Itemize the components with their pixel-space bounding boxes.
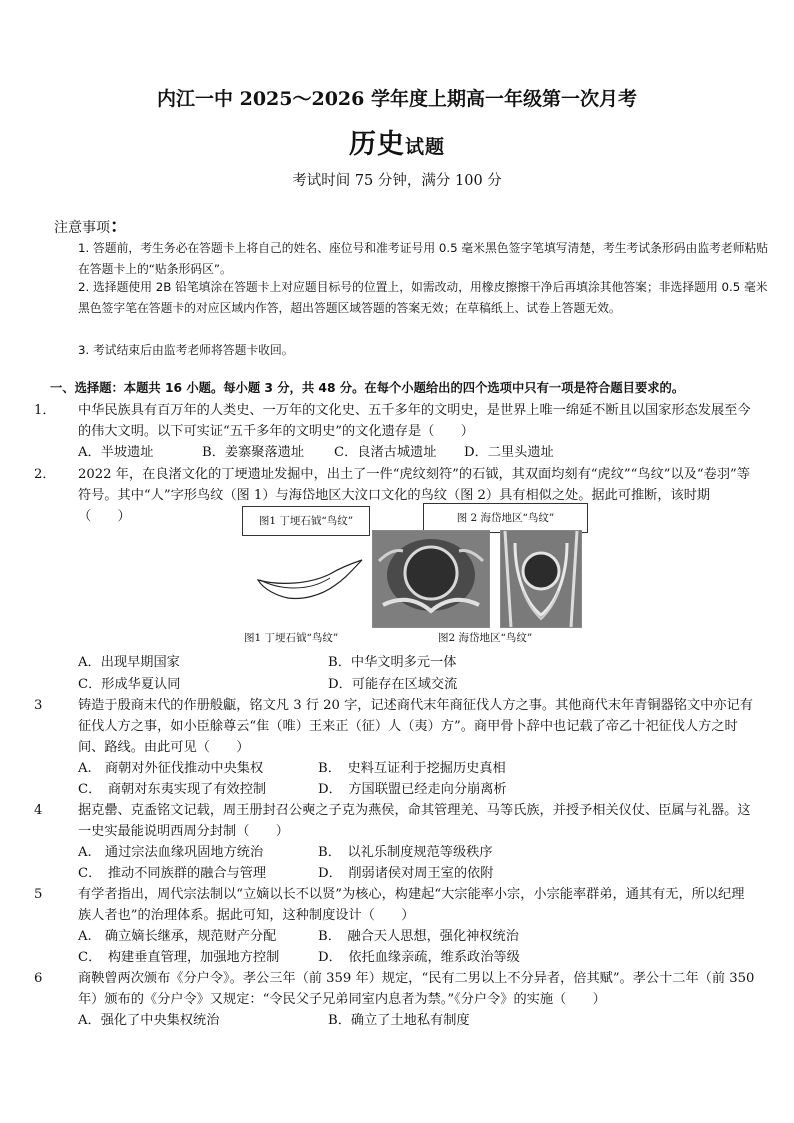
- option-b[interactable]: B．中华文明多元一体: [328, 655, 457, 670]
- option-a[interactable]: A．半坡遗址: [78, 445, 154, 460]
- question-stem: 商鞅曾两次颁布《分户令》。孝公三年（前 359 年）规定，“民有二男以上不分异者，倍其赋”。孝公十二年（前 350 年）颁布的《分户令》又规定：“令民父子兄弟同室内息者为禁。”《分户令》的实施（ ）: [78, 971, 755, 1007]
- option-b[interactable]: B． 史料互证利于挖掘历史真相: [318, 761, 506, 776]
- option-d[interactable]: D．可能存在区域交流: [328, 677, 458, 692]
- question-1: 1． 中华民族具有百万年的人类史、一万年的文化史、五千多年的文明史，是世界上唯一绵延不断且以国家形态发展至今的伟大文明。以下可实证“五千多年的文明史”的文化遗存是（ ）: [34, 403, 751, 439]
- figure-1-caption: 图1 丁埂石钺“鸟纹”: [244, 632, 339, 644]
- option-d[interactable]: D．二里头遗址: [464, 445, 554, 460]
- option-a[interactable]: A. 商朝对外征伐推动中央集权: [78, 761, 264, 776]
- option-c[interactable]: C． 构建垂直管理，加强地方控制: [78, 950, 280, 965]
- options-q3-row2: [78, 779, 758, 800]
- options-q4-row2: [78, 863, 758, 884]
- question-stem: 据克罍、克盉铭文记载，周王册封召公奭之子克为燕侯，命其管理羌、马等氏族，并授予相关仪仗、臣属与礼器。这一史实最能说明西周分封制（ ）: [78, 803, 751, 839]
- figure-2-caption: 图2 海岱地区“鸟纹”: [438, 632, 533, 644]
- options-q2-row1: [78, 652, 758, 673]
- section-heading: 一、选择题：本题共 16 小题。每小题 3 分，共 48 分。在每个小题给出的四个选项中只有一项是符合题目要求的。: [50, 381, 685, 395]
- option-c[interactable]: C． 商朝对东夷实现了有效控制: [78, 782, 267, 797]
- question-3: 3 铸造于殷商末代的作册般甗，铭文凡 3 行 20 字，记述商代末年商征伐人方之事。其他商代末年青铜器铭文中亦记有征伐人方之事，如小臣艅尊云“隹（唯）王来正（征）人（夷）方”。商甲骨卜辞中也记载了帝乙十祀征伐人方之时间、路线。由此可见（ ）: [34, 698, 753, 755]
- subject-main: 历史: [348, 129, 405, 160]
- option-a[interactable]: A．强化了中央集权统治: [78, 1013, 220, 1028]
- note-item-1: 1. 答题前，考生务必在答题卡上将自己的姓名、座位号和准考证号用 0.5 毫米黑色签字笔填写清楚，考生考试条形码由监考老师粘贴在答题卡上的“贴条形码区”。: [78, 241, 769, 276]
- question-stem: 2022 年，在良渚文化的丁埂遗址发掘中，出土了一件“虎纹刻符”的石钺，其双面均刻有“虎纹”“鸟纹”以及“卷羽”等符号。其中“人”字形鸟纹（图 1）与海岱地区大汶口文化的鸟纹（图 2）具有相似之处。据此可推断，该时期（ ）: [78, 467, 750, 524]
- bird-pattern-drawing: [250, 548, 370, 608]
- options-q1: [78, 442, 758, 463]
- option-b[interactable]: B． 以礼乐制度规范等级秩序: [318, 845, 493, 860]
- stone-rubbing-image-2: [500, 530, 582, 628]
- note-item-2: 2. 选择题使用 2B 铅笔填涂在答题卡上对应题目标号的位置上，如需改动，用橡皮擦擦干净后再填涂其他答案；非选择题用 0.5 毫米黑色签字笔在答题卡的对应区域内作答，超出答题区域答题的答案无效；在草稿纸上、试卷上答题无效。: [78, 280, 768, 315]
- option-c[interactable]: C． 推动不同族群的融合与管理: [78, 866, 267, 881]
- options-q5-row1: [78, 926, 758, 947]
- option-c[interactable]: C．良渚古城遗址: [334, 445, 437, 460]
- option-a[interactable]: A．出现早期国家: [78, 655, 180, 670]
- option-a[interactable]: A. 通过宗法血缘巩固地方统治: [78, 845, 264, 860]
- option-a[interactable]: A. 确立嫡长继承，规范财产分配: [78, 929, 277, 944]
- subject-title: [0, 122, 794, 161]
- options-q5-row2: [78, 947, 758, 968]
- notes-heading: 注意事项：: [54, 216, 128, 237]
- figure-1-label-box: 图1 丁埂石钺“鸟纹”: [242, 506, 370, 536]
- options-q2-row2: [78, 674, 758, 695]
- exam-info: 考试时间 75 分钟，满分 100 分: [292, 173, 502, 189]
- question-stem: 有学者指出，周代宗法制以“立嫡以长不以贤”为核心，构建起“大宗能率小宗，小宗能率群弟，通其有无，所以纪理族人者也”的治理体系。据此可知，这种制度设计（ ）: [78, 887, 745, 923]
- question-stem: 铸造于殷商末代的作册般甗，铭文凡 3 行 20 字，记述商代末年商征伐人方之事。其他商代末年青铜器铭文中亦记有征伐人方之事，如小臣艅尊云“隹（唯）王来正（征）人（夷）方”。商甲骨卜辞中也记载了帝乙十祀征伐人方之时间、路线。由此可见（ ）: [78, 698, 753, 755]
- options-q3-row1: [78, 758, 758, 779]
- exam-title: 内江一中 2025～2026 学年度上期高一年级第一次月考: [157, 88, 637, 110]
- option-d[interactable]: D． 方国联盟已经走向分崩离析: [318, 782, 507, 797]
- note-item-3: 3. 考试结束后由监考老师将答题卡收回。: [78, 343, 294, 357]
- question-6: 6 商鞅曾两次颁布《分户令》。孝公三年（前 359 年）规定，“民有二男以上不分异者，倍其赋”。孝公十二年（前 350 年）颁布的《分户令》又规定：“令民父子兄弟同室内息者为禁。”《分户令》的实施（ ）: [34, 971, 755, 1007]
- subject-suffix: 试题: [404, 136, 445, 158]
- stone-rubbing-image-1: [372, 530, 490, 628]
- figure-2-label-box: 图 2 海岱地区“鸟纹”: [423, 503, 588, 533]
- question-4: 4 据克罍、克盉铭文记载，周王册封召公奭之子克为燕侯，命其管理羌、马等氏族，并授予相关仪仗、臣属与礼器。这一史实最能说明西周分封制（ ）: [34, 803, 751, 839]
- options-q4-row1: [78, 842, 758, 863]
- option-b[interactable]: B． 融合天人思想，强化神权统治: [318, 929, 519, 944]
- option-b[interactable]: B．确立了土地私有制度: [328, 1013, 470, 1028]
- question-2: 2． 2022 年，在良渚文化的丁埂遗址发掘中，出土了一件“虎纹刻符”的石钺，其双面均刻有“虎纹”“鸟纹”以及“卷羽”等符号。其中“人”字形鸟纹（图 1）与海岱地区大汶口文化的鸟纹（图 2）具有相似之处。据此可推断，该时期（ ）: [34, 467, 750, 524]
- options-q6-row1: [78, 1010, 758, 1031]
- question-stem: 中华民族具有百万年的人类史、一万年的文化史、五千多年的文明史，是世界上唯一绵延不断且以国家形态发展至今的伟大文明。以下可实证“五千多年的文明史”的文化遗存是（ ）: [78, 403, 751, 439]
- option-d[interactable]: D． 依托血缘亲疏，维系政治等级: [318, 950, 520, 965]
- option-b[interactable]: B．姜寨聚落遗址: [202, 445, 305, 460]
- option-d[interactable]: D． 削弱诸侯对周王室的依附: [318, 866, 494, 881]
- question-5: 5 有学者指出，周代宗法制以“立嫡以长不以贤”为核心，构建起“大宗能率小宗，小宗能率群弟，通其有无，所以纪理族人者也”的治理体系。据此可知，这种制度设计（ ）: [34, 887, 745, 923]
- option-c[interactable]: C．形成华夏认同: [78, 677, 181, 692]
